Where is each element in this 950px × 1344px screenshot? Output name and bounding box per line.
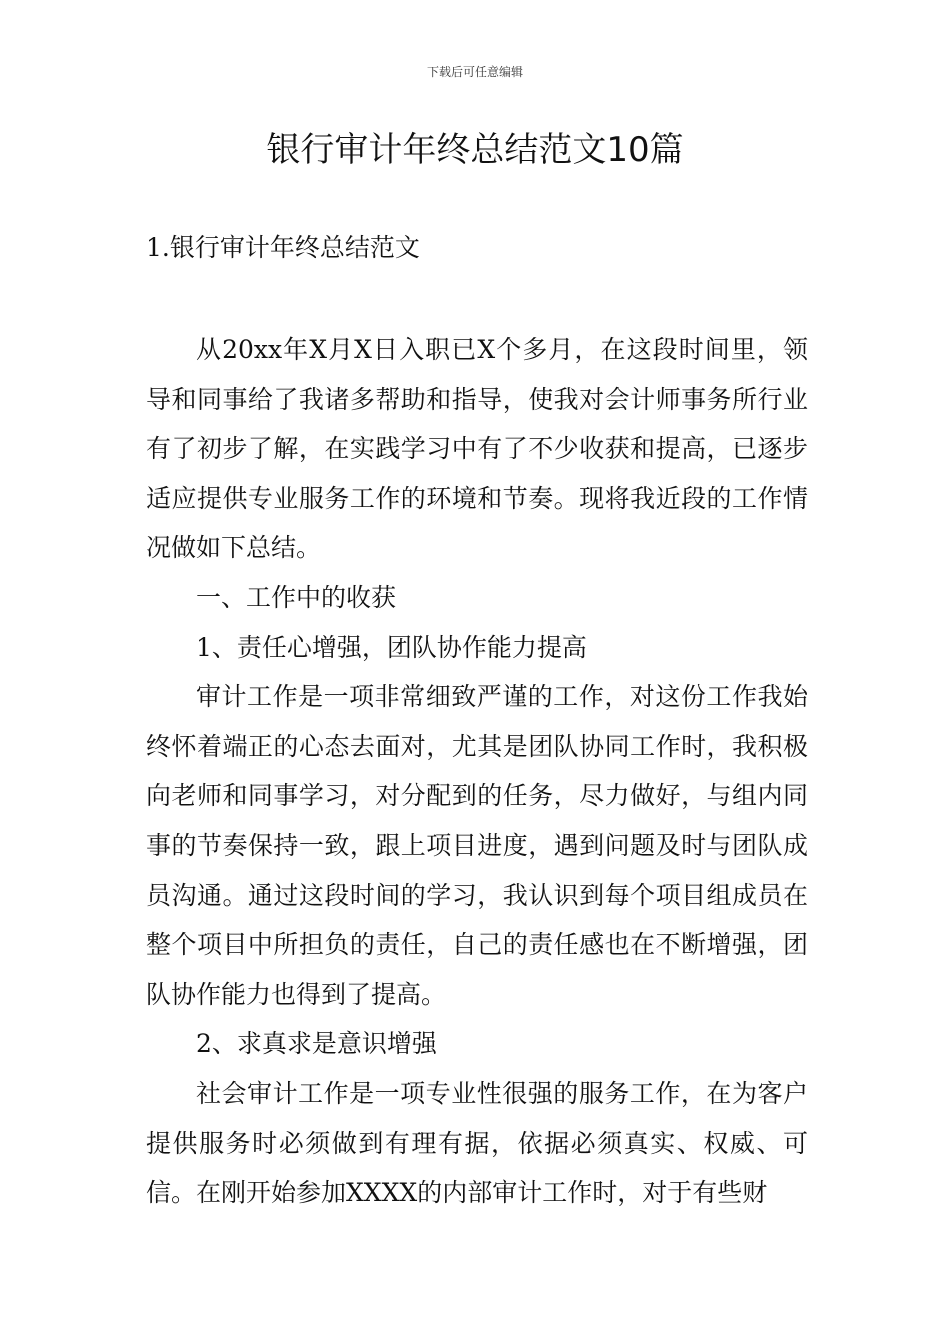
section-heading: 1.银行审计年终总结范文	[146, 233, 420, 262]
paragraph-intro: 从20xx年X月X日入职已X个多月，在这段时间里，领导和同事给了我诸多帮助和指导，使我对会计师事务所行业有了初步了解，在实践学习中有了不少收获和提高，已逐步适应提供专业服务工作的环境和节奏。现将我近段的工作情况做如下总结。	[146, 335, 808, 563]
header-note: 下载后可任意编辑	[426, 65, 523, 79]
paragraph-truth-seeking: 社会审计工作是一项专业性很强的服务工作，在为客户提供服务时必须做到有理有据，依据必须真实、权威、可信。在刚开始参加XXXX的内部审计工作时，对于有些财	[146, 1078, 808, 1208]
subheading-gains: 一、工作中的收获	[196, 582, 397, 612]
subheading-truth-seeking: 2、求真求是意识增强	[196, 1029, 437, 1059]
document-body	[146, 325, 808, 1218]
document-title: 银行审计年终总结范文10篇	[266, 130, 684, 170]
subheading-responsibility: 1、责任心增强，团队协作能力提高	[196, 632, 587, 662]
paragraph-responsibility: 审计工作是一项非常细致严谨的工作，对这份工作我始终怀着端正的心态去面对，尤其是团队协同工作时，我积极向老师和同事学习，对分配到的任务，尽力做好，与组内同事的节奏保持一致，跟上项目进度，遇到问题及时与团队成员沟通。通过这段时间的学习，我认识到每个项目组成员在整个项目中所担负的责任，自己的责任感也在不断增强，团队协作能力也得到了提高。	[146, 682, 808, 1009]
